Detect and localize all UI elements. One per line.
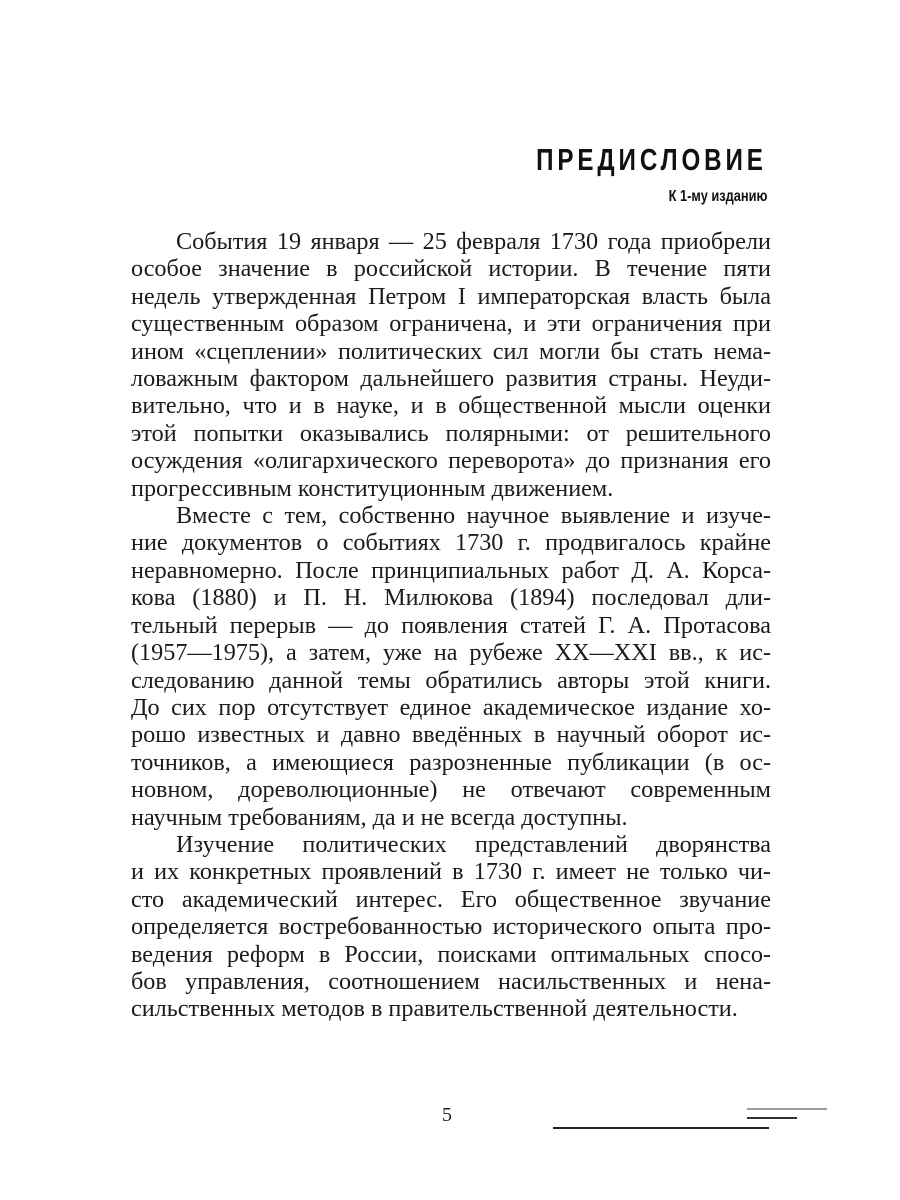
text-line: ловажным фактором дальнейшего развития страны. Неуди- (131, 365, 771, 393)
text-line: точников, а имеющиеся разрозненные публикации (в ос- (131, 748, 771, 776)
paragraph-3 (131, 831, 771, 1023)
text-line: (1957—1975), а затем, уже на рубеже XX—XXI вв., к ис- (131, 639, 771, 667)
text-line: сто академический интерес. Его общественное звучание (131, 885, 771, 913)
text-line: особое значение в российской истории. В течение пяти (131, 255, 771, 283)
text-line: ином «сцеплении» политических сил могли бы стать нема- (131, 337, 771, 365)
text-line: и их конкретных проявлений в 1730 г. имеет не только чи- (131, 858, 771, 886)
text-line: осуждения «олигархического переворота» до признания его (131, 447, 771, 475)
body-text (131, 228, 771, 1023)
text-line: бов управления, соотношением насильственных и нена- (131, 967, 771, 995)
text-line: прогрессивным конституционным движением. (131, 474, 614, 502)
text-line: кова (1880) и П. Н. Милюкова (1894) последовал дли- (131, 584, 771, 612)
text-line: следованию данной темы обратились авторы этой книги. (131, 666, 771, 694)
text-line: новном, дореволюционные) не отвечают современным (131, 776, 771, 804)
text-line: этой попытки оказывались полярными: от решительного (131, 419, 771, 447)
text-line: Изучение политических представлений дворянства (176, 830, 771, 858)
page-subtitle: К 1-му изданию (668, 188, 767, 205)
page-number: 5 (442, 1104, 452, 1126)
text-line: ние документов о событиях 1730 г. продвигалось крайне (131, 529, 771, 557)
text-line: вительно, что и в науке, и в общественной мысли оценки (131, 392, 771, 420)
text-line: недель утвержденная Петром I императорская власть была (131, 282, 771, 310)
text-line: ведения реформ в России, поисками оптимальных спосо- (131, 940, 771, 968)
footer-decorative-rule (553, 1127, 769, 1129)
footer-decorative-rule (747, 1117, 797, 1119)
text-line: сильственных методов в правительственной деятельности. (131, 995, 738, 1023)
text-line: тельный перерыв — до появления статей Г. А. Протасова (131, 611, 771, 639)
text-line: рошо известных и давно введённых в научный оборот ис- (131, 721, 771, 749)
page-title: ПРЕДИСЛОВИЕ (536, 142, 767, 177)
text-line: неравномерно. После принципиальных работ Д. А. Корса- (131, 556, 771, 584)
paragraph-2 (131, 502, 771, 831)
text-line: Вместе с тем, собственно научное выявление и изуче- (176, 502, 771, 530)
text-line: научным требованиям, да и не всегда доступны. (131, 803, 628, 831)
paragraph-1 (131, 228, 771, 502)
footer-decorative-rule (747, 1108, 827, 1110)
text-line: определяется востребованностью исторического опыта про- (131, 913, 771, 941)
text-line: существенным образом ограничена, и эти ограничения при (131, 310, 771, 338)
text-line: До сих пор отсутствует единое академическое издание хо- (131, 693, 771, 721)
text-line: События 19 января — 25 февраля 1730 года приобрели (176, 228, 771, 255)
